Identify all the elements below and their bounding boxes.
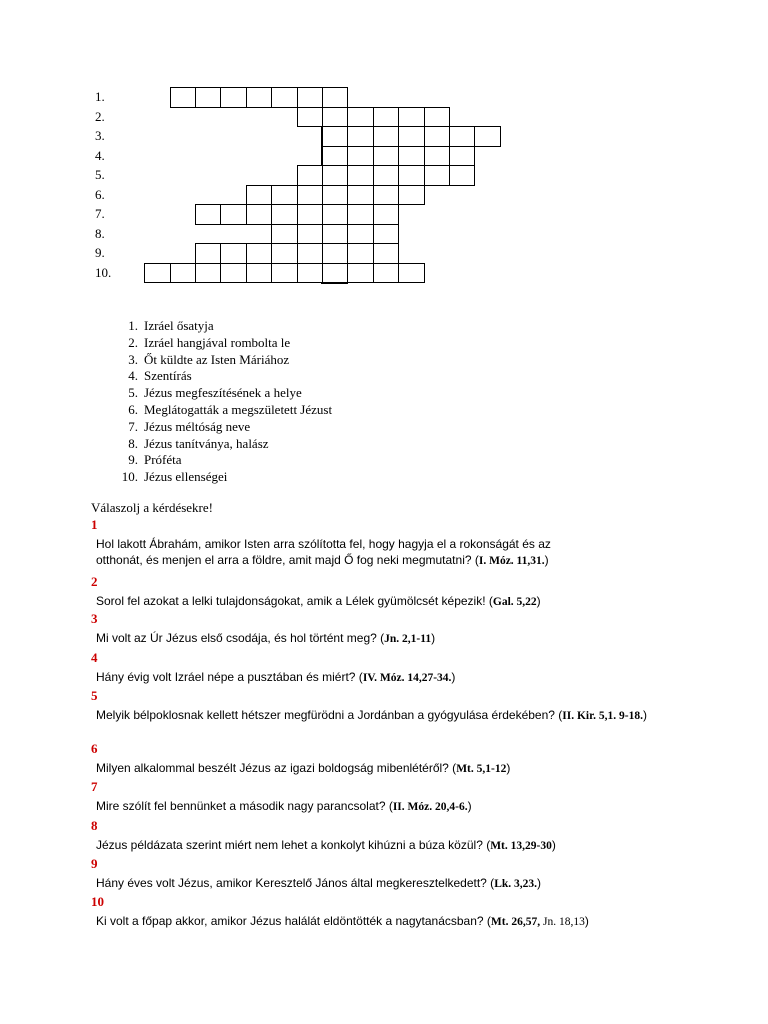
crossword-cell[interactable] [297, 107, 323, 128]
crossword-cell[interactable] [297, 87, 323, 108]
clue-number: 1. [128, 318, 138, 333]
question-text [91, 536, 691, 569]
crossword-cell[interactable] [271, 87, 297, 108]
clue-text: Jézus megfeszítésének a helye [144, 385, 302, 401]
question-text [91, 913, 691, 930]
question-text-line: Melyik bélpoklosnak kellett hétszer megfürödni a Jordánban a gyógyulása érdekében? ( [96, 708, 563, 722]
crossword-cell[interactable] [347, 126, 373, 147]
closing-parenthesis: ) [537, 876, 542, 890]
crossword-cell[interactable] [246, 243, 272, 264]
crossword-cell[interactable] [424, 126, 450, 147]
clue-item [116, 419, 332, 436]
crossword-cell[interactable] [398, 263, 424, 284]
question-text [91, 707, 691, 724]
crossword-cell[interactable] [424, 107, 450, 128]
clue-text: Őt küldte az Isten Máriához [144, 351, 290, 367]
clue-text: Izráel ősatyja [144, 318, 214, 333]
crossword-row-number: 7. [95, 206, 105, 221]
closing-parenthesis: ) [536, 594, 541, 608]
question-text [91, 630, 691, 647]
question-number: 5 [91, 688, 98, 703]
question-item [91, 517, 691, 569]
clue-number: 5. [128, 385, 138, 401]
question-number: 9 [91, 856, 98, 871]
clue-number: 3. [128, 351, 138, 367]
question-item [91, 611, 691, 647]
crossword-cell[interactable] [347, 107, 373, 128]
closing-parenthesis: ) [431, 631, 436, 645]
question-item [91, 856, 691, 892]
clue-number: 9. [128, 452, 138, 468]
clue-item [116, 335, 332, 352]
crossword-cell[interactable] [347, 263, 373, 284]
question-number: 10 [91, 894, 104, 909]
clue-text: Meglátogatták a megszületett Jézust [144, 401, 333, 417]
closing-parenthesis: ) [551, 838, 556, 852]
crossword-cell[interactable] [246, 263, 272, 284]
bible-reference: Lk. 3,23. [494, 878, 538, 890]
question-number: 1 [91, 517, 98, 532]
crossword-row-number: 2. [95, 108, 105, 124]
crossword-solution-cell[interactable] [322, 224, 348, 245]
crossword-cell[interactable] [347, 165, 373, 186]
crossword-cell[interactable] [195, 243, 221, 264]
question-text [91, 669, 691, 686]
questions-heading: Válaszolj a kérdésekre! [91, 500, 213, 515]
crossword-cell[interactable] [424, 146, 450, 167]
clue-text: Jézus ellenségei [144, 469, 228, 485]
crossword-cell[interactable] [347, 243, 373, 264]
closing-parenthesis: ) [643, 708, 648, 722]
clue-number: 7. [128, 418, 138, 434]
crossword-cell[interactable] [373, 204, 399, 225]
crossword-cell[interactable] [271, 243, 297, 264]
crossword-cell[interactable] [398, 185, 424, 206]
crossword-cell[interactable] [195, 263, 221, 284]
crossword-solution-cell[interactable] [322, 185, 348, 206]
crossword-solution-cell[interactable] [322, 204, 348, 225]
crossword-cell[interactable] [246, 204, 272, 225]
crossword-puzzle [0, 0, 768, 300]
crossword-row-number: 10. [95, 264, 112, 280]
crossword-cell[interactable] [449, 126, 475, 147]
crossword-cell[interactable] [474, 126, 500, 147]
closing-parenthesis: ) [544, 553, 549, 567]
crossword-cell[interactable] [347, 146, 373, 167]
clue-text: Szentírás [144, 368, 192, 384]
closing-parenthesis: ) [467, 799, 472, 813]
crossword-cell[interactable] [424, 165, 450, 186]
crossword-cell[interactable] [297, 204, 323, 225]
question-number: 3 [91, 611, 98, 626]
question-text-line: Mi volt az Úr Jézus első csodája, és hol történt meg? ( [96, 631, 385, 645]
question-number: 2 [91, 574, 98, 589]
crossword-cell[interactable] [271, 185, 297, 206]
question-text-line: Hol lakott Ábrahám, amikor Isten arra szólította fel, hogy hagyja el a rokonságát és az [96, 537, 551, 551]
question-item [91, 574, 691, 610]
crossword-row-number: 6. [95, 186, 105, 202]
bible-reference-secondary: Jn. 18,13 [540, 916, 585, 928]
bible-reference: Mt. 5,1-12 [456, 763, 507, 775]
crossword-cell[interactable] [220, 87, 246, 108]
question-number: 8 [91, 818, 98, 833]
crossword-cell[interactable] [347, 185, 373, 206]
clue-item [116, 368, 332, 385]
clue-item [116, 402, 332, 419]
question-text-line: Milyen alkalommal beszélt Jézus az igazi boldogság mibenlétéről? ( [96, 761, 457, 775]
question-text-line: Hány évig volt Izráel népe a pusztában és miért? ( [96, 670, 363, 684]
bible-reference: Gal. 5,22 [492, 596, 537, 608]
question-text-line: Hány éves volt Jézus, amikor Keresztelő János által megkeresztelkedett? ( [96, 876, 495, 890]
question-number: 6 [91, 741, 98, 756]
crossword-cell[interactable] [449, 146, 475, 167]
crossword-solution-cell[interactable] [322, 126, 348, 147]
crossword-cell[interactable] [398, 165, 424, 186]
crossword-cell[interactable] [373, 165, 399, 186]
clue-number: 2. [128, 334, 138, 350]
clue-item [116, 352, 332, 369]
clue-number: 8. [128, 435, 138, 451]
question-number: 7 [91, 779, 98, 794]
crossword-cell[interactable] [297, 185, 323, 206]
clue-item [116, 385, 332, 402]
question-item [91, 741, 691, 777]
crossword-cell[interactable] [271, 263, 297, 284]
question-text-line: Sorol fel azokat a lelki tulajdonságokat, amik a Lélek gyümölcsét képezik! ( [96, 594, 493, 608]
crossword-cell[interactable] [373, 126, 399, 147]
crossword-cell[interactable] [398, 107, 424, 128]
crossword-cell[interactable] [170, 263, 196, 284]
crossword-cell[interactable] [449, 165, 475, 186]
question-item [91, 688, 691, 724]
question-item [91, 650, 691, 686]
crossword-cell[interactable] [297, 165, 323, 186]
crossword-solution-cell[interactable] [322, 107, 348, 128]
crossword-cell[interactable] [373, 185, 399, 206]
crossword-cell[interactable] [297, 243, 323, 264]
crossword-row-number: 8. [95, 225, 105, 241]
crossword-solution-cell[interactable] [322, 243, 348, 264]
bible-reference: II. Kir. 5,1. 9-18. [562, 710, 644, 722]
clue-item [116, 436, 332, 453]
bible-reference: Mt. 26,57, [490, 916, 541, 928]
crossword-cell[interactable] [220, 243, 246, 264]
crossword-cell[interactable] [170, 87, 196, 108]
question-item [91, 894, 691, 930]
clue-text: Jézus méltóság neve [144, 418, 251, 434]
question-number: 4 [91, 650, 98, 665]
clue-number: 6. [128, 401, 138, 417]
question-text-line: otthonát, és menjen el arra a földre, amit majd Ő fog neki megmutatni? ( [96, 553, 479, 567]
crossword-row-number: 4. [95, 147, 105, 163]
crossword-cell[interactable] [144, 263, 170, 284]
crossword-cell[interactable] [220, 204, 246, 225]
bible-reference: I. Móz. 11,31. [478, 555, 545, 567]
question-text [91, 798, 691, 815]
crossword-cell[interactable] [373, 243, 399, 264]
crossword-cell[interactable] [347, 224, 373, 245]
crossword-cell[interactable] [246, 185, 272, 206]
crossword-cell[interactable] [347, 204, 373, 225]
crossword-solution-cell[interactable] [322, 87, 348, 108]
crossword-cell[interactable] [246, 87, 272, 108]
crossword-cell[interactable] [297, 263, 323, 284]
closing-parenthesis: ) [451, 670, 456, 684]
question-text [91, 837, 691, 854]
crossword-cell[interactable] [271, 224, 297, 245]
question-text [91, 593, 691, 610]
clue-number: 10. [121, 469, 138, 485]
crossword-cell[interactable] [373, 107, 399, 128]
question-text [91, 760, 691, 777]
clue-text: Jézus tanítványa, halász [144, 435, 269, 451]
crossword-cell[interactable] [373, 263, 399, 284]
crossword-solution-cell[interactable] [322, 165, 348, 186]
crossword-cell[interactable] [271, 204, 297, 225]
crossword-cell[interactable] [297, 224, 323, 245]
clue-item [116, 452, 332, 469]
bible-reference: Jn. 2,1-11 [384, 633, 432, 645]
crossword-cell[interactable] [195, 87, 221, 108]
question-text-line: Ki volt a főpap akkor, amikor Jézus halálát eldöntötték a nagytanácsban? ( [96, 914, 491, 928]
closing-parenthesis: ) [506, 761, 511, 775]
crossword-cell[interactable] [373, 146, 399, 167]
clue-item [116, 318, 332, 335]
crossword-cell[interactable] [398, 146, 424, 167]
crossword-solution-cell[interactable] [322, 146, 348, 167]
crossword-row-number: 5. [95, 167, 105, 182]
question-text-line: Jézus példázata szerint miért nem lehet a konkolyt kihúzni a búza közül? ( [96, 838, 491, 852]
crossword-solution-cell[interactable] [322, 263, 348, 284]
clue-list [116, 318, 332, 486]
crossword-row-number: 3. [95, 128, 105, 143]
question-item [91, 818, 691, 854]
closing-parenthesis: ) [584, 914, 589, 928]
crossword-cell[interactable] [195, 204, 221, 225]
bible-reference: Mt. 13,29-30 [490, 840, 552, 852]
bible-reference: II. Móz. 20,4-6. [392, 801, 468, 813]
question-item [91, 779, 691, 815]
crossword-row-number: 1. [95, 89, 105, 104]
bible-reference: IV. Móz. 14,27-34. [362, 672, 452, 684]
question-text-line: Mire szólít fel bennünket a második nagy parancsolat? ( [96, 799, 393, 813]
clue-number: 4. [128, 368, 138, 384]
clue-item [116, 469, 332, 486]
crossword-cell[interactable] [373, 224, 399, 245]
clue-text: Próféta [144, 452, 182, 468]
crossword-row-number: 9. [95, 245, 105, 260]
crossword-cell[interactable] [220, 263, 246, 284]
question-text [91, 875, 691, 892]
clue-text: Izráel hangjával rombolta le [144, 334, 291, 350]
crossword-cell[interactable] [398, 126, 424, 147]
